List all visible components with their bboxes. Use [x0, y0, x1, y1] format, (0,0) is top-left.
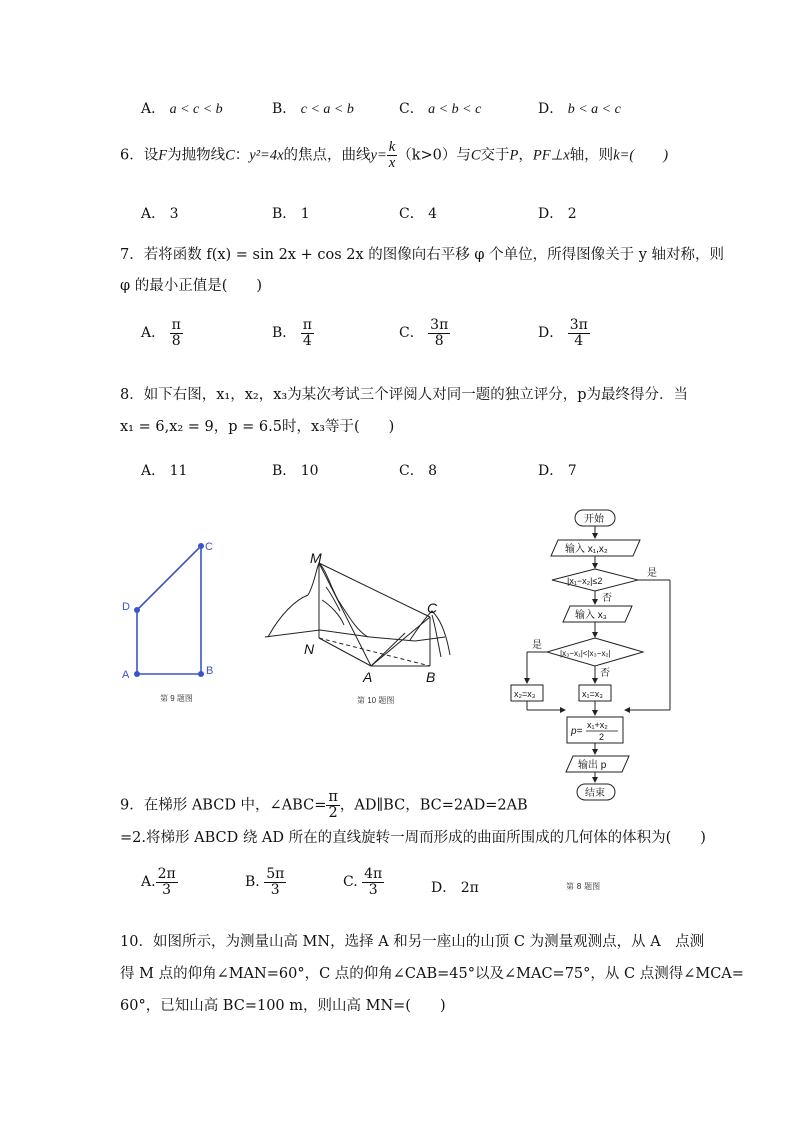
- figure-8-flowchart: [505, 505, 680, 805]
- flow-cond2-text: |x₃−x₁|<|x₃−x₂|: [560, 649, 611, 658]
- flow-end-text: 结束: [585, 788, 605, 799]
- q10-stem-line2: 得 M 点的仰角∠MAN=60°，C 点的仰角∠CAB=45°以及∠MAC=75°，从 C 点测得∠MCA=: [120, 966, 744, 982]
- q6-option-b: B． 1: [272, 206, 310, 222]
- point-a: [134, 671, 140, 677]
- flow-yes1-text: 是: [647, 568, 657, 579]
- flow-output-text: 输出 p: [578, 760, 607, 771]
- q10-stem-line3: 60°，已知山高 BC=100 m，则山高 MN=( ): [120, 998, 446, 1014]
- q5-option-a: A． a < c < b: [141, 101, 223, 117]
- label-d: D: [122, 601, 130, 613]
- q7-option-c: C． $\frac{3\pi}{8}$: [399, 317, 449, 349]
- flow-start-text: 开始: [584, 514, 604, 525]
- q8-stem-line1: 8．如下右图，x₁，x₂，x₃为某次考试三个评阅人对同一题的独立评分，p为最终得分．当: [120, 387, 688, 403]
- edge-cd: [137, 546, 201, 610]
- q6-stem: 6．设F为抛物线C：y²=4x的焦点，曲线y= $\frac{k}{x}$ （k>0）与C交于P，PF⊥x轴，则k=( ): [120, 139, 669, 172]
- label-b: B: [206, 665, 214, 677]
- flow-p-numerator: x₁+x₂: [587, 720, 608, 730]
- point-d: [134, 607, 140, 613]
- label-m: M: [310, 550, 322, 566]
- figure-10-mountains: [260, 545, 460, 710]
- q7-stem-line2: φ 的最小正值是( ): [120, 278, 263, 294]
- flow-input3-text: 输入 x₃: [575, 610, 607, 621]
- q7-option-d: D． $\frac{3\pi}{4}$: [538, 317, 588, 349]
- flow-assign-left-text: x₂=x₃: [514, 689, 536, 699]
- flow-p-label: p=: [571, 726, 583, 737]
- q7-option-b: B． $\frac{\pi}{4}$: [272, 317, 312, 349]
- flow-no1-text: 否: [602, 593, 612, 604]
- q10-stem-line1: 10．如图所示，为测量山高 MN，选择 A 和另一座山的山顶 C 为测量观测点，从 A 点测: [120, 934, 705, 950]
- q5-option-c: C． a < b < c: [399, 101, 482, 117]
- q9-option-c: C. $\frac{4\pi}{3}$: [343, 866, 383, 898]
- q6-option-d: D． 2: [538, 206, 577, 222]
- ground-line: [265, 630, 445, 641]
- fig9-caption: 第 9 题图: [160, 694, 193, 703]
- point-c: [198, 543, 204, 549]
- line-mc: [319, 563, 430, 617]
- q8-option-a: A． 11: [141, 463, 188, 479]
- flow-cond1-text: |x₁−x₂|≤2: [567, 576, 603, 586]
- label-a: A: [363, 669, 373, 685]
- fig8-caption: 第 8 题图: [566, 882, 601, 891]
- q6-fraction: $\frac{k}{x}$: [388, 139, 396, 172]
- line-na: [319, 638, 371, 666]
- flow-p-denominator: 2: [599, 732, 605, 742]
- line-nb-dashed: [319, 638, 430, 666]
- q9-stem-line1: 9．在梯形 ABCD 中，∠ABC= $\frac{\pi}{2}$ ，AD∥BC，BC=2AD=2AB: [120, 789, 528, 822]
- flow-input12-text: 输入 x₁,x₂: [565, 544, 608, 555]
- label-a: A: [122, 669, 130, 681]
- q7-stem-line1: 7．若将函数 f(x) = sin 2x + cos 2x 的图像向右平移 φ 个单位，所得图像关于 y 轴对称，则: [120, 247, 725, 263]
- flow-no2-text: 否: [600, 668, 610, 679]
- point-b: [198, 671, 204, 677]
- q8-option-c: C． 8: [399, 463, 438, 479]
- q8-option-d: D． 7: [538, 463, 577, 479]
- label-n: N: [304, 641, 315, 657]
- q6-option-c: C． 4: [399, 206, 438, 222]
- q6-option-a: A． 3: [141, 206, 179, 222]
- q9-option-a: A. $\frac{2\pi}{3}$: [141, 866, 176, 898]
- q9-stem-line2: =2.将梯形 ABCD 绕 AD 所在的直线旋转一周而形成的曲面所围成的几何体的体积为( ): [120, 830, 706, 846]
- q8-stem-line2: x₁ = 6,x₂ = 9，p = 6.5时，x₃等于( ): [120, 419, 395, 435]
- line-ma: [319, 563, 371, 666]
- label-c: C: [205, 541, 213, 553]
- q9-angle-fraction: $\frac{\pi}{2}$: [328, 789, 338, 822]
- label-c: C: [427, 600, 438, 616]
- q5-option-b: B． c < a < b: [272, 101, 354, 117]
- mountain-m-outline: [268, 563, 368, 637]
- label-b: B: [426, 669, 436, 685]
- q9-option-d: D． 2π: [431, 880, 479, 896]
- flow-assign-right-text: x₁=x₃: [582, 689, 603, 699]
- q5-option-d: D． b < a < c: [538, 101, 621, 117]
- flow-yes2-text: 是: [532, 640, 542, 651]
- fig10-caption: 第 10 题图: [357, 696, 395, 705]
- q9-option-b: B. $\frac{5\pi}{3}$: [245, 866, 285, 898]
- figure-9-trapezoid: [115, 535, 225, 705]
- q7-option-a: A． $\frac{\pi}{8}$: [141, 317, 181, 349]
- q8-option-b: B． 10: [272, 463, 319, 479]
